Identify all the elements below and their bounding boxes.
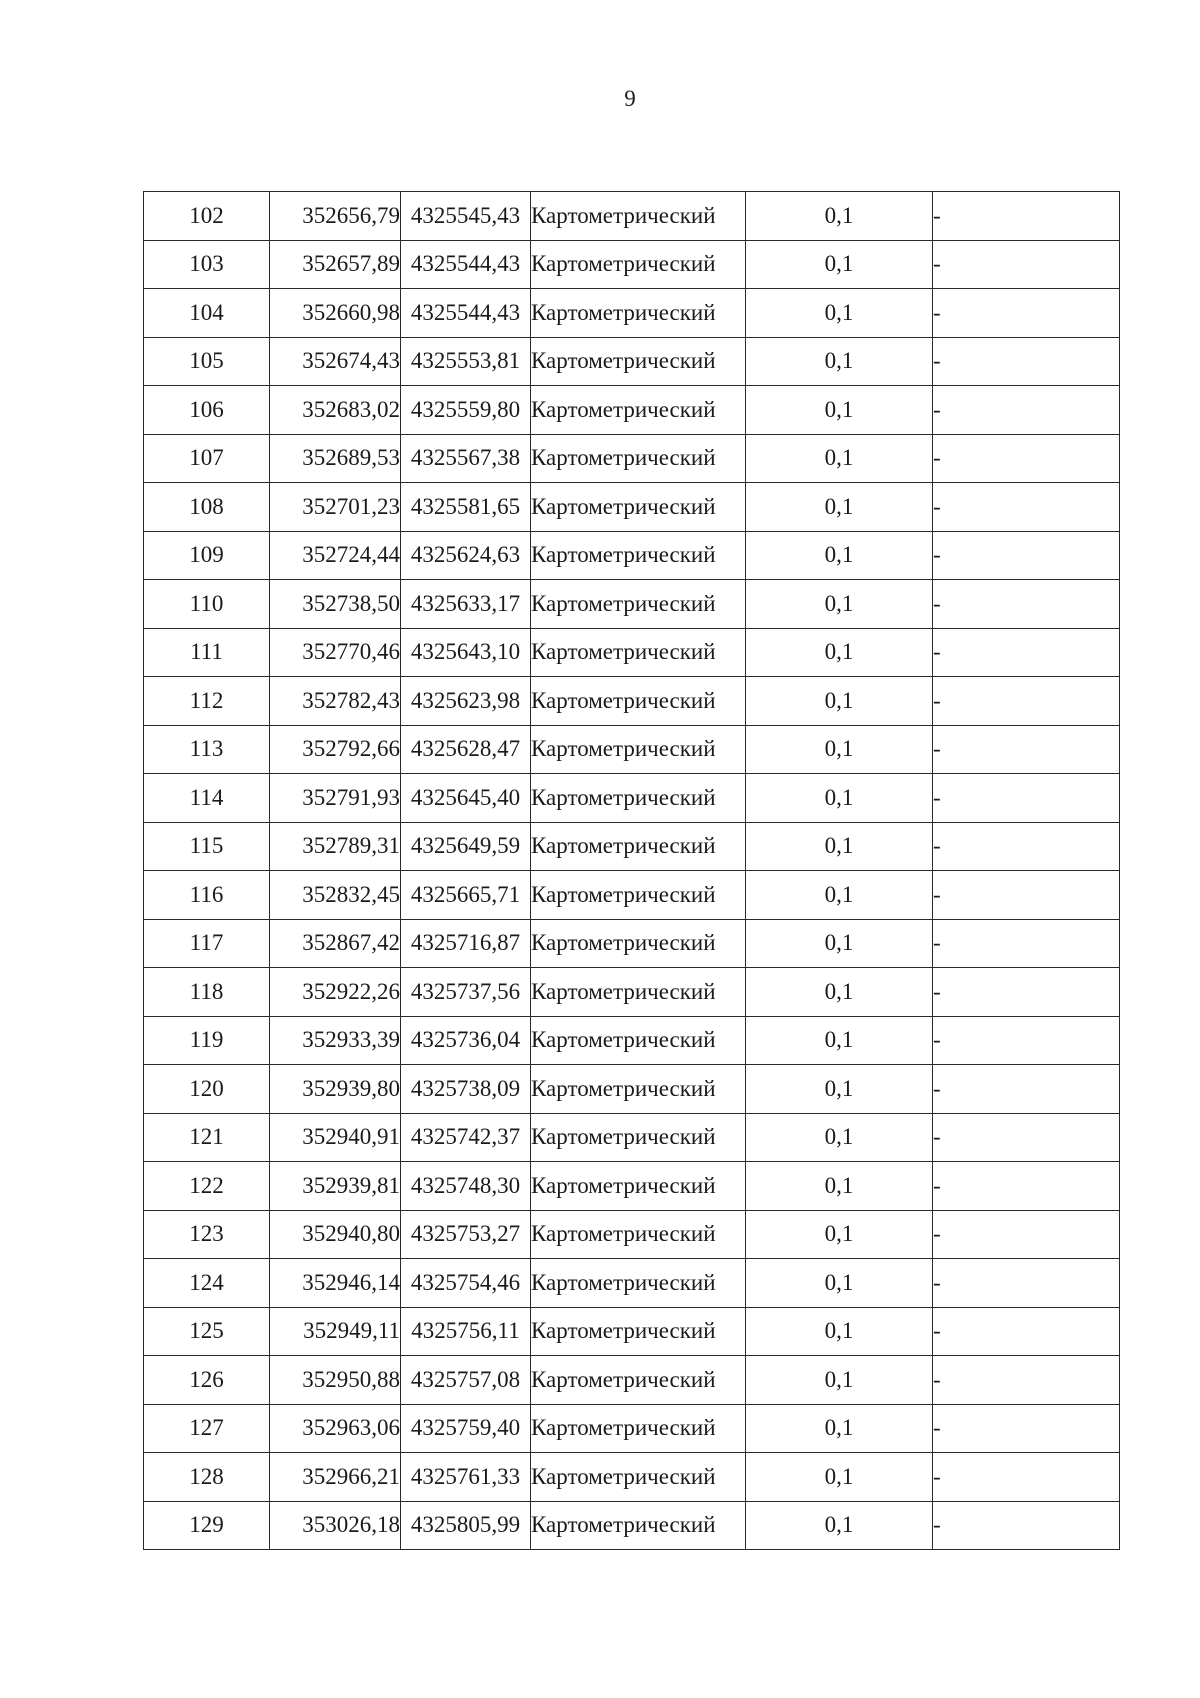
coord-y-cell: 4325716,87	[401, 919, 531, 968]
coord-x-cell: 352782,43	[270, 677, 401, 726]
accuracy-cell: 0,1	[746, 871, 933, 920]
method-cell: Картометрический	[531, 192, 746, 241]
accuracy-cell: 0,1	[746, 677, 933, 726]
coord-x-cell: 352940,91	[270, 1113, 401, 1162]
coord-y-cell: 4325623,98	[401, 677, 531, 726]
note-cell: -	[933, 1501, 1120, 1550]
point-number-cell: 103	[144, 240, 270, 289]
note-cell: -	[933, 1356, 1120, 1405]
coord-x-cell: 352922,26	[270, 968, 401, 1017]
table-row	[144, 1162, 1120, 1211]
method-cell: Картометрический	[531, 1453, 746, 1502]
coord-x-cell: 352738,50	[270, 580, 401, 629]
coord-x-cell: 352657,89	[270, 240, 401, 289]
accuracy-cell: 0,1	[746, 1065, 933, 1114]
point-number-cell: 121	[144, 1113, 270, 1162]
note-cell: -	[933, 1113, 1120, 1162]
coord-y-cell: 4325761,33	[401, 1453, 531, 1502]
method-cell: Картометрический	[531, 1016, 746, 1065]
method-cell: Картометрический	[531, 871, 746, 920]
point-number-cell: 114	[144, 774, 270, 823]
method-cell: Картометрический	[531, 677, 746, 726]
accuracy-cell: 0,1	[746, 1453, 933, 1502]
table-row	[144, 531, 1120, 580]
coord-x-cell: 352963,06	[270, 1404, 401, 1453]
accuracy-cell: 0,1	[746, 1356, 933, 1405]
point-number-cell: 119	[144, 1016, 270, 1065]
point-number-cell: 102	[144, 192, 270, 241]
accuracy-cell: 0,1	[746, 725, 933, 774]
note-cell: -	[933, 531, 1120, 580]
accuracy-cell: 0,1	[746, 628, 933, 677]
coord-x-cell: 352674,43	[270, 337, 401, 386]
table-row	[144, 580, 1120, 629]
note-cell: -	[933, 337, 1120, 386]
coord-y-cell: 4325633,17	[401, 580, 531, 629]
note-cell: -	[933, 1210, 1120, 1259]
method-cell: Картометрический	[531, 919, 746, 968]
note-cell: -	[933, 968, 1120, 1017]
point-number-cell: 124	[144, 1259, 270, 1308]
accuracy-cell: 0,1	[746, 337, 933, 386]
table-row	[144, 1113, 1120, 1162]
table-row	[144, 1259, 1120, 1308]
table-row	[144, 434, 1120, 483]
coord-y-cell: 4325748,30	[401, 1162, 531, 1211]
table-row	[144, 871, 1120, 920]
note-cell: -	[933, 677, 1120, 726]
coord-x-cell: 352789,31	[270, 822, 401, 871]
method-cell: Картометрический	[531, 1307, 746, 1356]
point-number-cell: 108	[144, 483, 270, 532]
note-cell: -	[933, 434, 1120, 483]
coord-y-cell: 4325559,80	[401, 386, 531, 435]
method-cell: Картометрический	[531, 1501, 746, 1550]
coord-y-cell: 4325643,10	[401, 628, 531, 677]
coord-y-cell: 4325581,65	[401, 483, 531, 532]
coord-y-cell: 4325545,43	[401, 192, 531, 241]
point-number-cell: 127	[144, 1404, 270, 1453]
method-cell: Картометрический	[531, 1356, 746, 1405]
point-number-cell: 118	[144, 968, 270, 1017]
accuracy-cell: 0,1	[746, 434, 933, 483]
coord-x-cell: 352770,46	[270, 628, 401, 677]
page-number: 9	[624, 86, 636, 111]
table-row	[144, 1453, 1120, 1502]
coord-x-cell: 352867,42	[270, 919, 401, 968]
method-cell: Картометрический	[531, 968, 746, 1017]
method-cell: Картометрический	[531, 1113, 746, 1162]
point-number-cell: 117	[144, 919, 270, 968]
coord-y-cell: 4325742,37	[401, 1113, 531, 1162]
point-number-cell: 112	[144, 677, 270, 726]
method-cell: Картометрический	[531, 483, 746, 532]
table-row	[144, 774, 1120, 823]
coord-y-cell: 4325759,40	[401, 1404, 531, 1453]
point-number-cell: 110	[144, 580, 270, 629]
coord-x-cell: 353026,18	[270, 1501, 401, 1550]
point-number-cell: 129	[144, 1501, 270, 1550]
point-number-cell: 128	[144, 1453, 270, 1502]
coord-y-cell: 4325567,38	[401, 434, 531, 483]
point-number-cell: 126	[144, 1356, 270, 1405]
table-row	[144, 968, 1120, 1017]
point-number-cell: 109	[144, 531, 270, 580]
note-cell: -	[933, 386, 1120, 435]
accuracy-cell: 0,1	[746, 774, 933, 823]
table-row	[144, 677, 1120, 726]
table-row	[144, 919, 1120, 968]
table-row	[144, 289, 1120, 338]
point-number-cell: 122	[144, 1162, 270, 1211]
coord-y-cell: 4325628,47	[401, 725, 531, 774]
point-number-cell: 104	[144, 289, 270, 338]
table-row	[144, 1065, 1120, 1114]
table-row	[144, 483, 1120, 532]
coord-y-cell: 4325624,63	[401, 531, 531, 580]
coord-y-cell: 4325757,08	[401, 1356, 531, 1405]
method-cell: Картометрический	[531, 774, 746, 823]
note-cell: -	[933, 1404, 1120, 1453]
accuracy-cell: 0,1	[746, 822, 933, 871]
note-cell: -	[933, 1307, 1120, 1356]
coord-y-cell: 4325645,40	[401, 774, 531, 823]
coordinates-table	[143, 191, 1120, 1550]
note-cell: -	[933, 1453, 1120, 1502]
coord-x-cell: 352946,14	[270, 1259, 401, 1308]
accuracy-cell: 0,1	[746, 1307, 933, 1356]
coord-x-cell: 352966,21	[270, 1453, 401, 1502]
coord-y-cell: 4325738,09	[401, 1065, 531, 1114]
coord-y-cell: 4325756,11	[401, 1307, 531, 1356]
coordinates-table-body	[144, 192, 1120, 1550]
coord-y-cell: 4325649,59	[401, 822, 531, 871]
coord-y-cell: 4325805,99	[401, 1501, 531, 1550]
note-cell: -	[933, 192, 1120, 241]
accuracy-cell: 0,1	[746, 1501, 933, 1550]
method-cell: Картометрический	[531, 531, 746, 580]
table-row	[144, 337, 1120, 386]
point-number-cell: 125	[144, 1307, 270, 1356]
table-row	[144, 1016, 1120, 1065]
method-cell: Картометрический	[531, 1210, 746, 1259]
point-number-cell: 113	[144, 725, 270, 774]
method-cell: Картометрический	[531, 1259, 746, 1308]
coord-x-cell: 352832,45	[270, 871, 401, 920]
method-cell: Картометрический	[531, 1404, 746, 1453]
note-cell: -	[933, 1016, 1120, 1065]
coord-x-cell: 352689,53	[270, 434, 401, 483]
coord-x-cell: 352950,88	[270, 1356, 401, 1405]
accuracy-cell: 0,1	[746, 1162, 933, 1211]
accuracy-cell: 0,1	[746, 968, 933, 1017]
accuracy-cell: 0,1	[746, 386, 933, 435]
note-cell: -	[933, 1065, 1120, 1114]
point-number-cell: 107	[144, 434, 270, 483]
table-row	[144, 192, 1120, 241]
table-row	[144, 725, 1120, 774]
note-cell: -	[933, 774, 1120, 823]
accuracy-cell: 0,1	[746, 580, 933, 629]
coord-y-cell: 4325737,56	[401, 968, 531, 1017]
table-row	[144, 386, 1120, 435]
point-number-cell: 105	[144, 337, 270, 386]
note-cell: -	[933, 628, 1120, 677]
table-row	[144, 628, 1120, 677]
method-cell: Картометрический	[531, 628, 746, 677]
coord-x-cell: 352933,39	[270, 1016, 401, 1065]
accuracy-cell: 0,1	[746, 1259, 933, 1308]
table-row	[144, 822, 1120, 871]
point-number-cell: 123	[144, 1210, 270, 1259]
coord-x-cell: 352660,98	[270, 289, 401, 338]
coord-y-cell: 4325665,71	[401, 871, 531, 920]
coord-x-cell: 352683,02	[270, 386, 401, 435]
point-number-cell: 116	[144, 871, 270, 920]
coord-y-cell: 4325753,27	[401, 1210, 531, 1259]
method-cell: Картометрический	[531, 240, 746, 289]
note-cell: -	[933, 1259, 1120, 1308]
note-cell: -	[933, 240, 1120, 289]
table-row	[144, 1307, 1120, 1356]
accuracy-cell: 0,1	[746, 483, 933, 532]
method-cell: Картометрический	[531, 434, 746, 483]
accuracy-cell: 0,1	[746, 1016, 933, 1065]
table-row	[144, 1501, 1120, 1550]
method-cell: Картометрический	[531, 1065, 746, 1114]
accuracy-cell: 0,1	[746, 192, 933, 241]
coord-x-cell: 352791,93	[270, 774, 401, 823]
coord-x-cell: 352701,23	[270, 483, 401, 532]
table-row	[144, 1210, 1120, 1259]
note-cell: -	[933, 725, 1120, 774]
note-cell: -	[933, 871, 1120, 920]
accuracy-cell: 0,1	[746, 919, 933, 968]
table-row	[144, 240, 1120, 289]
coord-x-cell: 352949,11	[270, 1307, 401, 1356]
coord-x-cell: 352939,81	[270, 1162, 401, 1211]
accuracy-cell: 0,1	[746, 289, 933, 338]
coord-y-cell: 4325544,43	[401, 240, 531, 289]
table-row	[144, 1356, 1120, 1405]
note-cell: -	[933, 580, 1120, 629]
note-cell: -	[933, 919, 1120, 968]
method-cell: Картометрический	[531, 289, 746, 338]
point-number-cell: 106	[144, 386, 270, 435]
method-cell: Картометрический	[531, 580, 746, 629]
note-cell: -	[933, 1162, 1120, 1211]
method-cell: Картометрический	[531, 725, 746, 774]
point-number-cell: 120	[144, 1065, 270, 1114]
point-number-cell: 115	[144, 822, 270, 871]
method-cell: Картометрический	[531, 386, 746, 435]
accuracy-cell: 0,1	[746, 1404, 933, 1453]
accuracy-cell: 0,1	[746, 1210, 933, 1259]
coord-x-cell: 352792,66	[270, 725, 401, 774]
coord-y-cell: 4325544,43	[401, 289, 531, 338]
coord-x-cell: 352656,79	[270, 192, 401, 241]
note-cell: -	[933, 289, 1120, 338]
accuracy-cell: 0,1	[746, 1113, 933, 1162]
point-number-cell: 111	[144, 628, 270, 677]
coord-y-cell: 4325553,81	[401, 337, 531, 386]
note-cell: -	[933, 483, 1120, 532]
coord-x-cell: 352724,44	[270, 531, 401, 580]
accuracy-cell: 0,1	[746, 240, 933, 289]
coord-x-cell: 352939,80	[270, 1065, 401, 1114]
note-cell: -	[933, 822, 1120, 871]
coord-y-cell: 4325736,04	[401, 1016, 531, 1065]
coord-x-cell: 352940,80	[270, 1210, 401, 1259]
coord-y-cell: 4325754,46	[401, 1259, 531, 1308]
method-cell: Картометрический	[531, 1162, 746, 1211]
accuracy-cell: 0,1	[746, 531, 933, 580]
table-row	[144, 1404, 1120, 1453]
method-cell: Картометрический	[531, 337, 746, 386]
method-cell: Картометрический	[531, 822, 746, 871]
